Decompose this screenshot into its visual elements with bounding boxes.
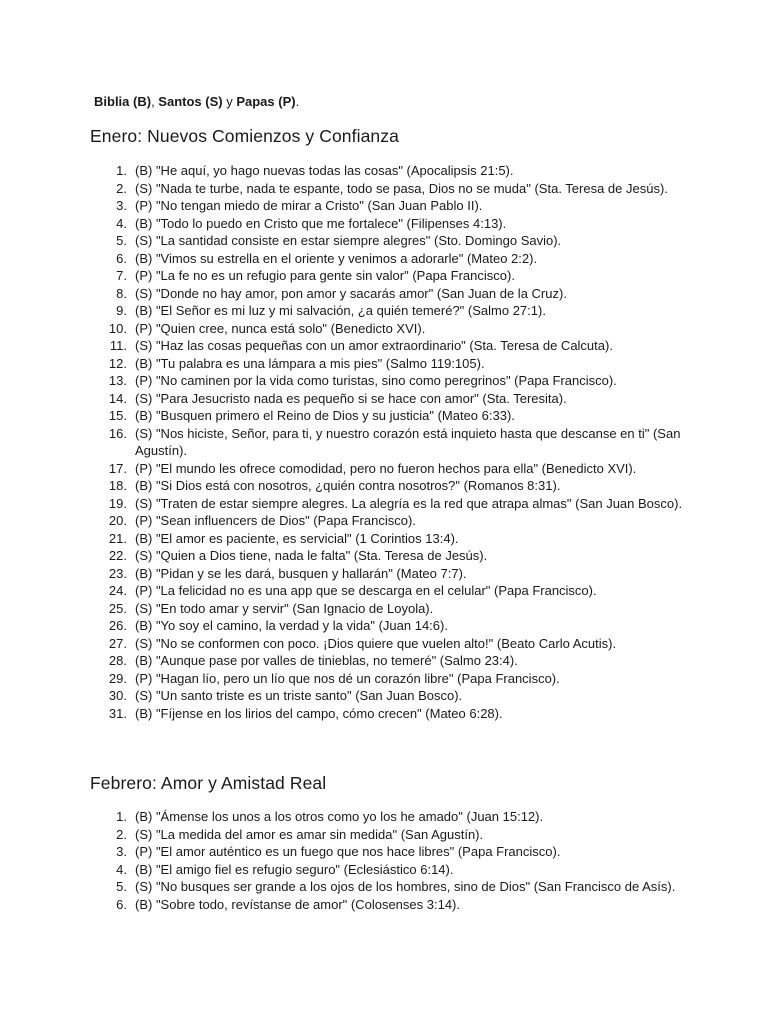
list-item-number: 14.	[108, 390, 127, 406]
list-item	[88, 600, 688, 618]
list-item-number: 20.	[108, 513, 127, 528]
list-item	[88, 565, 688, 583]
list-item	[88, 232, 688, 250]
list-item	[88, 495, 688, 513]
list-item-number: 1.	[116, 163, 127, 178]
list-item	[88, 285, 688, 303]
list-item-number: 8.	[116, 285, 127, 301]
quote-text: (B) "El amor es paciente, es servicial" (1 Corintios 13:4).	[135, 530, 459, 546]
list-item-number: 28.	[108, 653, 127, 668]
list-item-number: 5.	[116, 879, 127, 894]
list-item-number: 26.	[108, 618, 127, 633]
quote-list-enero	[88, 162, 688, 722]
quote-text: (P) "La fe no es un refugio para gente sin valor" (Papa Francisco).	[135, 268, 515, 283]
quote-text: (B) "Todo lo puedo en Cristo que me fortalece" (Filipenses 4:13).	[135, 215, 507, 231]
quote-text: (S) "Nada te turbe, nada te espante, todo se pasa, Dios no se muda" (Sta. Teresa de Jesús).	[135, 180, 668, 196]
list-item-number: 24.	[108, 583, 127, 598]
list-item	[88, 407, 688, 425]
list-item	[88, 896, 688, 914]
legend-santos: Santos (S)	[158, 94, 223, 109]
list-item-number: 9.	[116, 303, 127, 318]
list-item-number: 22.	[108, 548, 127, 563]
quote-text: (B) "Fíjense en los lirios del campo, cómo crecen" (Mateo 6:28).	[135, 705, 503, 721]
quote-text: (P) "Hagan lío, pero un lío que nos dé un corazón libre" (Papa Francisco).	[135, 670, 560, 686]
list-item	[88, 477, 688, 495]
list-item	[88, 337, 688, 355]
quote-text: (B) "El Señor es mi luz y mi salvación, ¿a quién temeré?" (Salmo 27:1).	[135, 303, 546, 318]
list-item-number: 16.	[108, 425, 127, 441]
list-item	[88, 826, 688, 844]
quote-text: (P) "Sean influencers de Dios" (Papa Francisco).	[135, 513, 416, 528]
quote-text: (S) "Para Jesucristo nada es pequeño si se hace con amor" (Sta. Teresita).	[135, 390, 567, 406]
list-item	[88, 878, 688, 896]
list-item	[88, 617, 688, 635]
list-item-number: 29.	[108, 670, 127, 686]
list-item-number: 3.	[116, 844, 127, 859]
list-item	[88, 512, 688, 530]
list-item-number: 15.	[108, 408, 127, 423]
list-item-number: 6.	[116, 896, 127, 912]
legend-papas: Papas (P)	[236, 94, 296, 109]
quote-text: (B) "Ámense los unos a los otros como yo los he amado" (Juan 15:12).	[135, 809, 544, 824]
list-item-number: 4.	[116, 861, 127, 877]
list-item-number: 23.	[108, 565, 127, 581]
quote-text: (P) "El mundo les ofrece comodidad, pero no fueron hechos para ella" (Benedicto XVI).	[135, 460, 637, 476]
list-item	[88, 162, 688, 180]
list-item-number: 1.	[116, 809, 127, 824]
list-item-number: 17.	[108, 460, 127, 476]
list-item	[88, 582, 688, 600]
section-title-enero: Enero: Nuevos Comienzos y Confianza	[90, 126, 399, 146]
list-item-number: 5.	[116, 233, 127, 248]
quote-text: (P) "Quien cree, nunca está solo" (Benedicto XVI).	[135, 320, 426, 336]
list-item	[88, 302, 688, 320]
list-item-number: 11.	[109, 338, 127, 353]
list-item-number: 31.	[108, 705, 127, 721]
quote-text: (B) "Sobre todo, revístanse de amor" (Colosenses 3:14).	[135, 896, 460, 912]
quote-text: (P) "El amor auténtico es un fuego que nos hace libres" (Papa Francisco).	[135, 844, 561, 859]
legend-separator: y	[222, 94, 237, 109]
list-item-number: 4.	[116, 215, 127, 231]
list-item	[88, 197, 688, 215]
list-item-number: 12.	[108, 355, 127, 371]
list-item-number: 13.	[108, 373, 127, 388]
list-item	[88, 355, 688, 373]
list-item	[88, 670, 688, 688]
list-item	[88, 390, 688, 408]
list-item-number: 6.	[116, 250, 127, 266]
list-item	[88, 705, 688, 723]
list-item-number: 3.	[116, 198, 127, 213]
list-item-number: 18.	[108, 478, 127, 493]
list-item-number: 30.	[108, 688, 127, 703]
quote-text: (P) "No tengan miedo de mirar a Cristo" (San Juan Pablo II).	[135, 198, 483, 213]
list-item	[88, 861, 688, 879]
section-title-febrero: Febrero: Amor y Amistad Real	[90, 773, 327, 793]
legend	[94, 93, 299, 110]
quote-text: (B) "Busquen primero el Reino de Dios y su justicia" (Mateo 6:33).	[135, 408, 515, 423]
quote-text: (S) "Quien a Dios tiene, nada le falta" (Sta. Teresa de Jesús).	[135, 548, 488, 563]
list-item-number: 25.	[108, 600, 127, 616]
quote-text: (S) "Nos hiciste, Señor, para ti, y nuestro corazón está inquieto hasta que descanse en ti" (San Agustín).	[135, 425, 681, 458]
legend-biblia: Biblia (B)	[94, 94, 152, 109]
quote-text: (S) "La santidad consiste en estar siempre alegres" (Sto. Domingo Savio).	[135, 233, 562, 248]
list-item	[88, 547, 688, 565]
quote-text: (B) "Pidan y se les dará, busquen y hallarán" (Mateo 7:7).	[135, 565, 467, 581]
quote-text: (B) "He aquí, yo hago nuevas todas las cosas" (Apocalipsis 21:5).	[135, 163, 514, 178]
legend-separator: ,	[151, 94, 159, 109]
list-item	[88, 320, 688, 338]
list-item	[88, 530, 688, 548]
list-item	[88, 635, 688, 653]
list-item-number: 27.	[108, 635, 127, 651]
list-item	[88, 267, 688, 285]
list-item	[88, 425, 688, 460]
list-item-number: 2.	[116, 826, 127, 842]
list-item-number: 19.	[108, 495, 127, 511]
quote-text: (S) "Donde no hay amor, pon amor y sacarás amor" (San Juan de la Cruz).	[135, 285, 567, 301]
list-item-number: 10.	[108, 320, 127, 336]
quote-text: (S) "En todo amar y servir" (San Ignacio de Loyola).	[135, 600, 434, 616]
quote-text: (B) "Yo soy el camino, la verdad y la vida" (Juan 14:6).	[135, 618, 448, 633]
list-item-number: 2.	[116, 180, 127, 196]
list-item	[88, 215, 688, 233]
quote-text: (P) "No caminen por la vida como turistas, sino como peregrinos" (Papa Francisco).	[135, 373, 617, 388]
list-item	[88, 460, 688, 478]
list-item	[88, 652, 688, 670]
quote-text: (B) "Aunque pase por valles de tinieblas, no temeré" (Salmo 23:4).	[135, 653, 518, 668]
quote-text: (S) "No se conformen con poco. ¡Dios quiere que vuelen alto!" (Beato Carlo Acutis).	[135, 635, 617, 651]
quote-text: (B) "Tu palabra es una lámpara a mis pies" (Salmo 119:105).	[135, 355, 485, 371]
list-item	[88, 250, 688, 268]
list-item	[88, 843, 688, 861]
list-item	[88, 372, 688, 390]
quote-text: (S) "Un santo triste es un triste santo" (San Juan Bosco).	[135, 688, 463, 703]
quote-text: (S) "Haz las cosas pequeñas con un amor extraordinario" (Sta. Teresa de Calcuta).	[135, 338, 613, 353]
quote-text: (B) "Si Dios está con nosotros, ¿quién contra nosotros?" (Romanos 8:31).	[135, 478, 561, 493]
quote-text: (S) "La medida del amor es amar sin medida" (San Agustín).	[135, 826, 484, 842]
legend-end: .	[295, 94, 300, 109]
quote-text: (B) "El amigo fiel es refugio seguro" (Eclesiástico 6:14).	[135, 861, 454, 877]
list-item	[88, 687, 688, 705]
list-item	[88, 180, 688, 198]
quote-text: (P) "La felicidad no es una app que se descarga en el celular" (Papa Francisco).	[135, 583, 597, 598]
list-item-number: 7.	[116, 268, 127, 283]
quote-text: (S) "No busques ser grande a los ojos de los hombres, sino de Dios" (San Francisco de Asís).	[135, 879, 676, 894]
quote-text: (B) "Vimos su estrella en el oriente y venimos a adorarle" (Mateo 2:2).	[135, 250, 538, 266]
quote-list-febrero	[88, 808, 688, 913]
quote-text: (S) "Traten de estar siempre alegres. La alegría es la red que atrapa almas" (San Juan Bosco).	[135, 495, 683, 511]
list-item	[88, 808, 688, 826]
list-item-number: 21.	[108, 530, 127, 546]
